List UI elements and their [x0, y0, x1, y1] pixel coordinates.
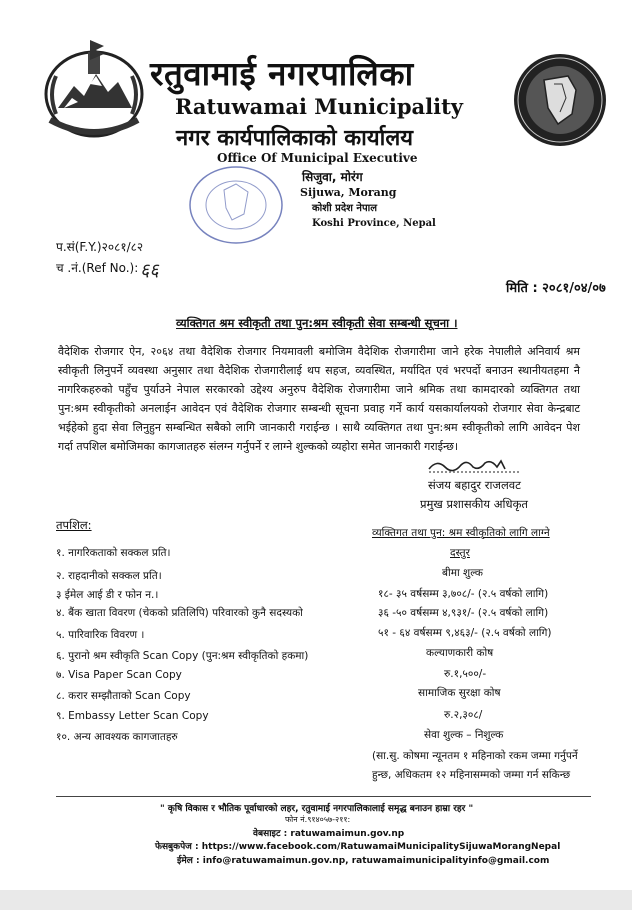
page-bottom-edge	[0, 890, 632, 910]
office-title-en: Office Of Municipal Executive	[217, 151, 418, 165]
fee-subheading: दस्तुर	[450, 547, 470, 559]
footer-divider	[56, 796, 591, 797]
signature-icon	[427, 457, 521, 475]
list-item: ५. पारिवारिक विवरण ।	[56, 629, 145, 641]
footer-phone: फोन नं.९१४०५७-२११:	[285, 815, 351, 824]
municipality-title-en: Ratuwamai Municipality	[175, 94, 463, 119]
list-item: २. राहदानीको सक्कल प्रति।	[56, 570, 162, 582]
list-item: ४. बैंक खाता विवरण (चेकको प्रतिलिपि) परिवारको कुनै सदस्यको	[56, 607, 303, 619]
insurance-row: १८- ३५ वर्षसम्म ३,७०८/- (२.५ वर्षको लागि)	[378, 588, 549, 600]
notice-body: वैदेशिक रोजगार ऐन, २०६४ तथा वैदेशिक रोजगार नियमावली बमोजिम वैदेशिक रोजगारीमा जाने हरेक नेपालीले अनिवार्य श्रम स्वीकृती लिनुपर्ने व्यवस्था अनुसार तथा वैदेशिक रोजगारीलाई थप सहज, व्यवस्थित, मर्यादित एवं भरपर्दो बनाउन स्थानीयतहमा नै नागरिकहरुको पहुँच पुर्याउने नेपाल सरकारको उद्देश्य अनुरुप वैदेशिक रोजगारीमा जाने श्रमिक तथा कामदारको व्यक्तिगत तथा पुन:श्रम स्वीकृतीको अनलाईन आवेदन एवं वैदेशिक रोजगार सम्बन्धी सूचना प्रवाह गर्ने कार्य यसकार्यालयको रोजगार सेवा केन्द्रबाट भईहेको हुदा सेवा लिनुहुन सम्बन्धित सबैको लागि जानकारी गराईन्छ । साथै व्यक्तिगत तथा पुन:श्रम स्वीकृतीको लागि आवेदन पेश गर्दा तपशिल बमोजिमका कागजातहरु संलग्न गर्नुपर्ने र लाग्ने शुल्कको व्यहोरा समेत जानकारी गराईन्छ।	[58, 345, 580, 453]
service-fee: सेवा शुल्क – निशुल्क	[424, 729, 504, 741]
social-amount: रु.२,३०८/	[444, 709, 483, 721]
signatory-name: संजय बहादुर राजलवट	[428, 478, 521, 492]
footer-facebook: फेसबुकपेज : https://www.facebook.com/RatuwamaiMunicipalitySijuwaMorangNepal	[155, 842, 561, 852]
welfare-title: कल्याणकारी कोष	[426, 647, 494, 659]
office-stamp-icon	[186, 160, 286, 250]
list-item: ९. Embassy Letter Scan Copy	[56, 710, 209, 722]
footer-email: ईमेल : info@ratuwamaimun.gov.np, ratuwamaimunicipalityinfo@gmail.com	[177, 856, 550, 866]
ref-number: ६६	[140, 260, 159, 281]
social-title: सामाजिक सुरक्षा कोष	[418, 687, 501, 699]
welfare-amount: रु.१,५००/-	[444, 668, 487, 680]
list-item: ३ ईमेल आई डी र फोन न.।	[56, 589, 159, 601]
province-en: Koshi Province, Nepal	[312, 218, 436, 229]
signatory-post: प्रमुख प्रशासकीय अधिकृत	[420, 497, 528, 511]
fee-note: (सा.सु. कोषमा न्यूनतम १ महिनाको रकम जम्मा गर्नुपर्ने	[372, 750, 578, 762]
list-item: ८. करार सम्झौताको Scan Copy	[56, 690, 191, 702]
office-title-np: नगर कार्यपालिकाको कार्यालय	[176, 126, 413, 151]
fee-note: हुन्छ, अधिकतम १२ महिनासम्मको जम्मा गर्न सकिन्छ	[372, 769, 571, 781]
footer-website: वेबसाइट : ratuwamaimun.gov.np	[253, 829, 405, 839]
letter-date: मिति : २०८१/०४/०७	[506, 281, 606, 296]
insurance-title: बीमा शुल्क	[442, 567, 483, 579]
notice-subject: व्यक्तिगत श्रम स्वीकृती तथा पुन:श्रम स्वीकृती सेवा सम्बन्धी सूचना ।	[176, 316, 458, 330]
nepal-emblem-icon	[38, 38, 150, 146]
place-np: सिजुवा, मोरंग	[302, 170, 363, 184]
municipality-seal-icon	[510, 50, 610, 150]
footer-slogan: " कृषि विकास र भौतिक पूर्वाधारको लहर, रतुवामाई नगरपालिकालाई समृद्ध बनाउन हाम्रा रहर "	[160, 804, 474, 814]
province-np: कोशी प्रदेश नेपाल	[312, 203, 378, 214]
list-item: १०. अन्य आवश्यक कागजातहरु	[56, 731, 178, 743]
list-item: ७. Visa Paper Scan Copy	[56, 669, 182, 681]
fiscal-year: प.सं(F.Y.)२०८१/८२	[56, 240, 144, 254]
list-item: १. नागरिकताको सक्कल प्रति।	[56, 547, 171, 559]
list-item: ६. पुरानो श्रम स्वीकृति Scan Copy (पुन:श्रम स्वीकृतिको हकमा)	[56, 650, 309, 662]
insurance-row: ३६ -५० वर्षसम्म ४,९३१/- (२.५ वर्षको लागि)	[378, 607, 549, 619]
ref-label: च .नं.(Ref No.):	[56, 261, 139, 275]
municipality-title-np: रतुवामाई नगरपालिका	[150, 54, 414, 93]
list-heading: तपशिल:	[56, 518, 92, 532]
place-en: Sijuwa, Morang	[300, 186, 397, 199]
insurance-row: ५१ - ६४ वर्षसम्म ९,४६३/- (२.५ वर्षको लागि)	[378, 627, 552, 639]
fee-heading: व्यक्तिगत तथा पुन: श्रम स्वीकृतिको लागि लाग्ने	[372, 527, 550, 539]
